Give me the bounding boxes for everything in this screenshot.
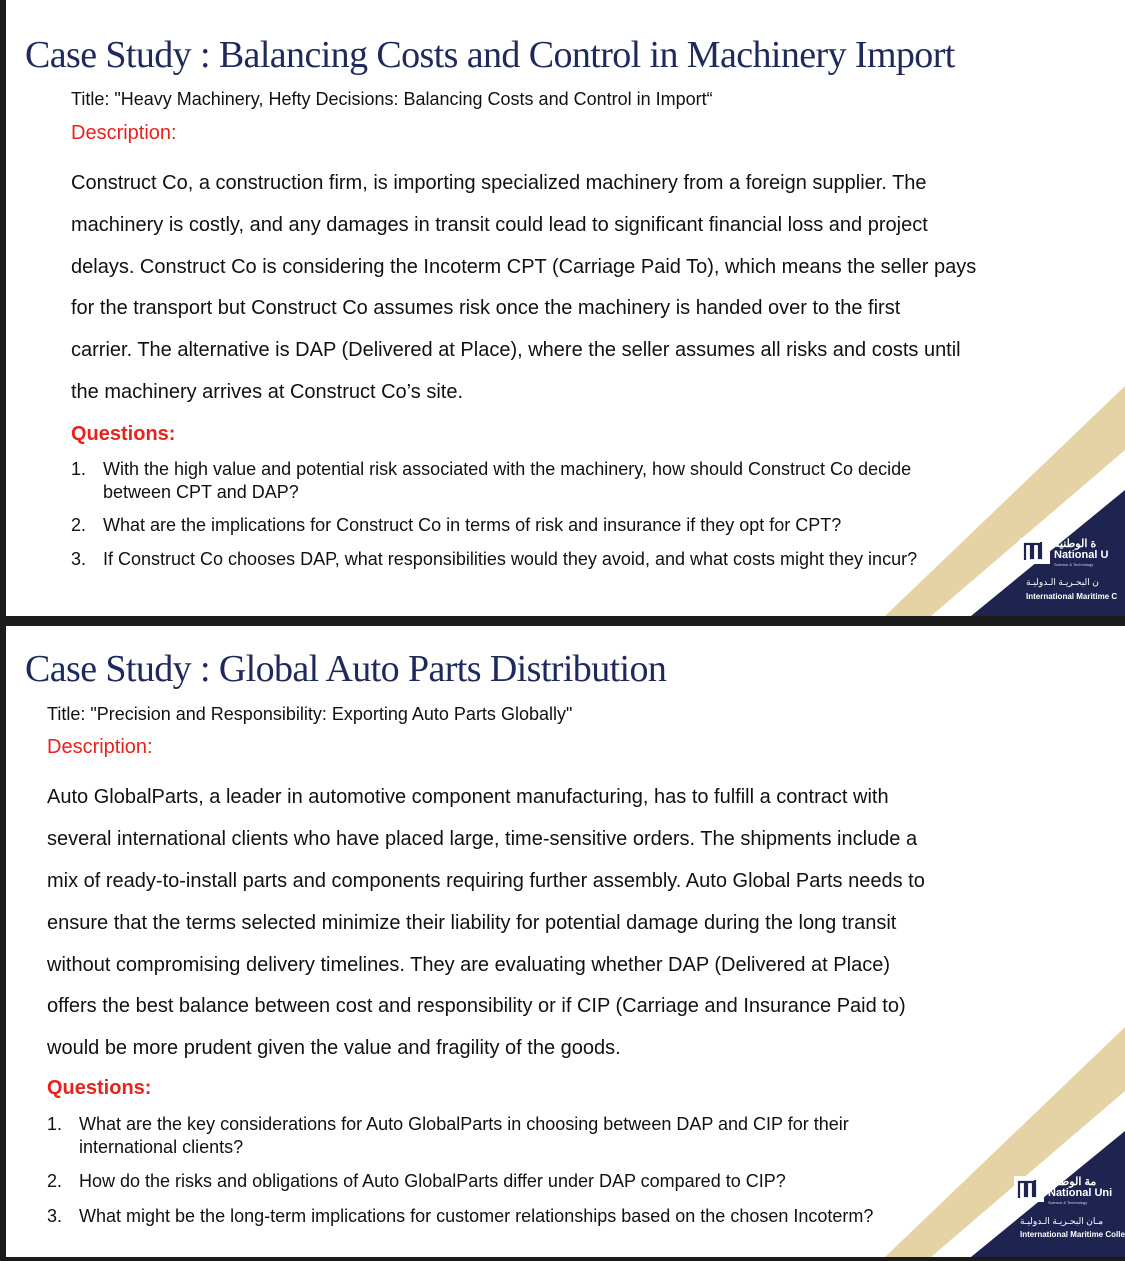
question-number: 2.: [71, 515, 87, 535]
description-line: for the transport but Construct Co assumes risk once the machinery is handed over to the first: [71, 297, 901, 319]
description-line: machinery is costly, and any damages in transit could lead to significant financial loss and project: [71, 214, 928, 236]
description-line: carrier. The alternative is DAP (Delivered at Place), where the seller assumes all risks and costs until: [71, 339, 961, 361]
questions-label: Questions:: [71, 423, 176, 445]
logo-mark-icon: [1014, 1176, 1044, 1202]
question-text: What are the key considerations for Auto GlobalParts in choosing between DAP and CIP for their: [79, 1114, 849, 1134]
logo-english-name: National U: [1054, 549, 1109, 561]
case-title: Title: "Precision and Responsibility: Exporting Auto Parts Globally": [47, 704, 573, 724]
logo-english-name: National Uni: [1048, 1187, 1113, 1199]
description-label: Description:: [47, 736, 153, 758]
questions-label: Questions:: [47, 1077, 152, 1099]
description-line: Auto GlobalParts, a leader in automotive component manufacturing, has to fulfill a contract with: [47, 786, 889, 808]
case-study-heading: Case Study : Global Auto Parts Distribution: [25, 648, 667, 690]
description-line: ensure that the terms selected minimize their liability for potential damage during the long transit: [47, 912, 897, 934]
logo-arabic-bottom: ن البحـريـة الـدوليـة: [1026, 577, 1099, 587]
case-title: Title: "Heavy Machinery, Hefty Decisions: Balancing Costs and Control in Import“: [71, 89, 713, 109]
question-number: 1.: [71, 459, 87, 479]
logo-subtitle: Science & Technology: [1048, 1200, 1088, 1205]
slide-machinery-import: [6, 0, 1125, 616]
question-number: 3.: [47, 1206, 63, 1226]
logo-arabic-bottom: مـان البحـريـة الـدوليـة: [1020, 1216, 1104, 1226]
question-text: between CPT and DAP?: [103, 482, 299, 502]
description-line: delays. Construct Co is considering the Incoterm CPT (Carriage Paid To), which means the seller pays: [71, 256, 977, 278]
question-text: How do the risks and obligations of Auto GlobalParts differ under DAP compared to CIP?: [79, 1171, 786, 1191]
description-line: mix of ready-to-install parts and components requiring further assembly. Auto Global Parts needs to: [47, 870, 925, 892]
question-text: If Construct Co chooses DAP, what responsibilities would they avoid, and what costs might they incur?: [103, 549, 918, 569]
question-text: What might be the long-term implications for customer relationships based on the chosen Incoterm?: [79, 1206, 874, 1226]
logo-footer: International Maritime C: [1026, 592, 1118, 601]
logo-arabic-top: مة الوطنية: [1048, 1176, 1097, 1188]
case-study-heading: Case Study : Balancing Costs and Control in Machinery Import: [25, 34, 955, 76]
question-number: 1.: [47, 1114, 63, 1134]
logo-footer: International Maritime Colle: [1020, 1230, 1125, 1239]
university-logo: [1020, 538, 1125, 608]
description-line: offers the best balance between cost and responsibility or if CIP (Carriage and Insurance Paid to): [47, 995, 906, 1017]
description-line: would be more prudent given the value and fragility of the goods.: [47, 1037, 621, 1059]
question-text: What are the implications for Construct Co in terms of risk and insurance if they opt for CPT?: [103, 515, 842, 535]
slide-auto-parts: [6, 626, 1125, 1257]
description-line: without compromising delivery timelines. They are evaluating whether DAP (Delivered at Place): [47, 954, 890, 976]
question-text: With the high value and potential risk associated with the machinery, how should Construct Co decide: [103, 459, 912, 479]
logo-subtitle: Science & Technology: [1054, 562, 1094, 567]
question-number: 2.: [47, 1171, 63, 1191]
question-text: international clients?: [79, 1137, 244, 1157]
logo-mark-icon: [1020, 538, 1050, 564]
description-label: Description:: [71, 122, 177, 144]
description-line: the machinery arrives at Construct Co’s site.: [71, 381, 464, 403]
description-line: Construct Co, a construction firm, is importing specialized machinery from a foreign supplier. The: [71, 172, 927, 194]
university-logo: [1014, 1176, 1125, 1248]
logo-arabic-top: ة الوطنية: [1054, 538, 1097, 550]
description-line: several international clients who have placed large, time-sensitive orders. The shipments include a: [47, 828, 918, 850]
question-number: 3.: [71, 549, 87, 569]
